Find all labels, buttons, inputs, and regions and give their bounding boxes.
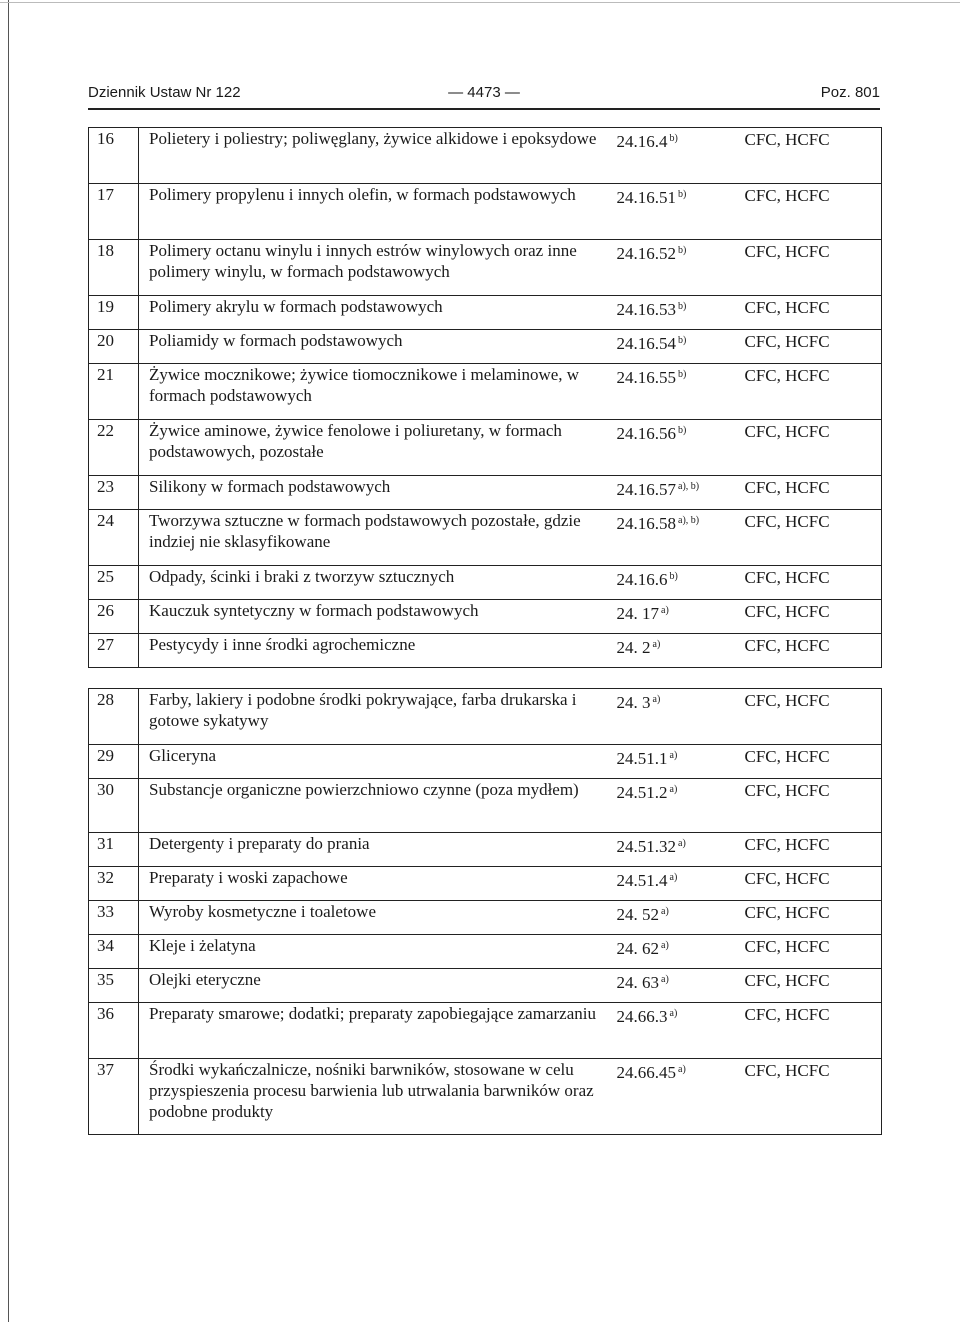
row-number: 16: [89, 128, 139, 184]
row-number: 18: [89, 240, 139, 296]
substances-table: [88, 127, 882, 1135]
row-number: 17: [89, 184, 139, 240]
product-description: Polimery octanu winylu i innych estrów winylowych oraz inne polimery winylu, w formach podstawowych: [139, 240, 617, 296]
code-value: 24. 52: [616, 905, 659, 924]
row-number: 33: [89, 901, 139, 935]
table-row: [89, 184, 882, 240]
row-number: 22: [89, 420, 139, 476]
product-description: Gliceryna: [139, 745, 617, 779]
table-row: [89, 420, 882, 476]
footnote-marker: a): [669, 750, 678, 761]
code-value: 24.16.56: [616, 424, 676, 443]
footnote-marker: a): [652, 694, 661, 705]
controlled-substances: CFC, HCFC: [745, 240, 882, 296]
controlled-substances: CFC, HCFC: [745, 1003, 882, 1059]
page-number: — 4473 —: [448, 84, 520, 101]
code-value: 24.16.58: [616, 514, 676, 533]
footnote-marker: a), b): [678, 515, 700, 526]
table-row: [89, 296, 882, 330]
code-value: 24.16.51: [616, 188, 676, 207]
code-value: 24.16.54: [616, 334, 676, 353]
product-description: Wyroby kosmetyczne i toaletowe: [139, 901, 617, 935]
footnote-marker: b): [669, 571, 678, 582]
footnote-marker: b): [678, 369, 687, 380]
controlled-substances: CFC, HCFC: [745, 745, 882, 779]
row-number: 34: [89, 935, 139, 969]
product-description: Preparaty i woski zapachowe: [139, 867, 617, 901]
classification-code: [617, 689, 745, 745]
product-description: Poliamidy w formach podstawowych: [139, 330, 617, 364]
product-description: Kleje i żelatyna: [139, 935, 617, 969]
classification-code: [617, 600, 745, 634]
code-value: 24.66.45: [616, 1063, 676, 1082]
classification-code: [617, 935, 745, 969]
controlled-substances: CFC, HCFC: [745, 128, 882, 184]
controlled-substances: CFC, HCFC: [745, 935, 882, 969]
controlled-substances: CFC, HCFC: [745, 833, 882, 867]
table-gap: [89, 668, 882, 689]
journal-title: Dziennik Ustaw Nr 122: [88, 84, 241, 101]
code-value: 24. 3: [616, 693, 651, 712]
product-description: Żywice mocznikowe; żywice tiomocznikowe i melaminowe, w formach podstawowych: [139, 364, 617, 420]
table-row: [89, 510, 882, 566]
row-number: 29: [89, 745, 139, 779]
classification-code: [617, 240, 745, 296]
table-row: [89, 634, 882, 668]
product-description: Odpady, ścinki i braki z tworzyw sztucznych: [139, 566, 617, 600]
code-value: 24. 17: [616, 604, 659, 623]
controlled-substances: CFC, HCFC: [745, 901, 882, 935]
footnote-marker: a): [669, 872, 678, 883]
table-row: [89, 1003, 882, 1059]
product-description: Pestycydy i inne środki agrochemiczne: [139, 634, 617, 668]
code-value: 24.16.55: [616, 368, 676, 387]
row-number: 25: [89, 566, 139, 600]
classification-code: [617, 779, 745, 833]
gap-cell: [89, 668, 882, 689]
row-number: 19: [89, 296, 139, 330]
footnote-marker: a): [678, 838, 686, 849]
controlled-substances: CFC, HCFC: [745, 364, 882, 420]
classification-code: [617, 128, 745, 184]
table-row: [89, 745, 882, 779]
controlled-substances: CFC, HCFC: [745, 476, 882, 510]
product-description: Silikony w formach podstawowych: [139, 476, 617, 510]
row-number: 28: [89, 689, 139, 745]
row-number: 27: [89, 634, 139, 668]
product-description: Olejki eteryczne: [139, 969, 617, 1003]
classification-code: [617, 510, 745, 566]
product-description: Żywice aminowe, żywice fenolowe i poliuretany, w formach podstawowych, pozostałe: [139, 420, 617, 476]
table-row: [89, 935, 882, 969]
classification-code: [617, 833, 745, 867]
table-row: [89, 600, 882, 634]
classification-code: [617, 969, 745, 1003]
code-value: 24.51.4: [616, 871, 668, 890]
table-row: [89, 1059, 882, 1135]
code-value: 24.16.6: [616, 570, 668, 589]
classification-code: [617, 634, 745, 668]
classification-code: [617, 566, 745, 600]
table-row: [89, 901, 882, 935]
row-number: 30: [89, 779, 139, 833]
row-number: 21: [89, 364, 139, 420]
code-value: 24. 2: [616, 638, 651, 657]
code-value: 24.16.52: [616, 244, 676, 263]
classification-code: [617, 364, 745, 420]
controlled-substances: CFC, HCFC: [745, 689, 882, 745]
table-body: [89, 128, 882, 1135]
footnote-marker: a): [669, 1008, 678, 1019]
product-description: Polimery akrylu w formach podstawowych: [139, 296, 617, 330]
table-row: [89, 330, 882, 364]
row-number: 26: [89, 600, 139, 634]
footnote-marker: b): [678, 335, 687, 346]
controlled-substances: CFC, HCFC: [745, 1059, 882, 1135]
classification-code: [617, 745, 745, 779]
controlled-substances: CFC, HCFC: [745, 566, 882, 600]
footnote-marker: a): [661, 605, 669, 616]
table-row: [89, 689, 882, 745]
classification-code: [617, 1003, 745, 1059]
product-description: Środki wykańczalnicze, nośniki barwników, stosowane w celu przyspieszenia procesu barwienia lub utrwalania barwników oraz podobne produkty: [139, 1059, 617, 1135]
row-number: 35: [89, 969, 139, 1003]
controlled-substances: CFC, HCFC: [745, 420, 882, 476]
table-row: [89, 867, 882, 901]
code-value: 24.51.2: [616, 783, 668, 802]
classification-code: [617, 330, 745, 364]
footnote-marker: a): [669, 784, 678, 795]
controlled-substances: CFC, HCFC: [745, 184, 882, 240]
footnote-marker: a): [678, 1064, 686, 1075]
code-value: 24.66.3: [616, 1007, 668, 1026]
code-value: 24. 62: [616, 939, 659, 958]
product-description: Tworzywa sztuczne w formach podstawowych pozostałe, gdzie indziej nie sklasyfikowane: [139, 510, 617, 566]
controlled-substances: CFC, HCFC: [745, 330, 882, 364]
footnote-marker: a): [661, 974, 669, 985]
table-row: [89, 476, 882, 510]
code-value: 24. 63: [616, 973, 659, 992]
controlled-substances: CFC, HCFC: [745, 510, 882, 566]
footnote-marker: a): [661, 940, 669, 951]
code-value: 24.16.4: [616, 132, 668, 151]
product-description: Polietery i poliestry; poliwęglany, żywice alkidowe i epoksydowe: [139, 128, 617, 184]
product-description: Kauczuk syntetyczny w formach podstawowych: [139, 600, 617, 634]
scan-edge: [8, 0, 9, 1322]
table-row: [89, 969, 882, 1003]
classification-code: [617, 476, 745, 510]
classification-code: [617, 296, 745, 330]
classification-code: [617, 1059, 745, 1135]
header-rule: [88, 108, 880, 110]
row-number: 23: [89, 476, 139, 510]
scan-edge-top: [0, 2, 960, 3]
product-description: Preparaty smarowe; dodatki; preparaty zapobiegające zamarzaniu: [139, 1003, 617, 1059]
classification-code: [617, 420, 745, 476]
controlled-substances: CFC, HCFC: [745, 600, 882, 634]
controlled-substances: CFC, HCFC: [745, 867, 882, 901]
product-description: Substancje organiczne powierzchniowo czynne (poza mydłem): [139, 779, 617, 833]
table-row: [89, 128, 882, 184]
footnote-marker: a), b): [678, 481, 700, 492]
controlled-substances: CFC, HCFC: [745, 634, 882, 668]
row-number: 32: [89, 867, 139, 901]
product-description: Farby, lakiery i podobne środki pokrywające, farba drukarska i gotowe sykatywy: [139, 689, 617, 745]
row-number: 31: [89, 833, 139, 867]
classification-code: [617, 901, 745, 935]
row-number: 24: [89, 510, 139, 566]
row-number: 36: [89, 1003, 139, 1059]
page-header: [88, 84, 880, 106]
row-number: 20: [89, 330, 139, 364]
table-row: [89, 833, 882, 867]
controlled-substances: CFC, HCFC: [745, 779, 882, 833]
footnote-marker: b): [669, 133, 678, 144]
controlled-substances: CFC, HCFC: [745, 296, 882, 330]
table-row: [89, 364, 882, 420]
product-description: Detergenty i preparaty do prania: [139, 833, 617, 867]
table-row: [89, 779, 882, 833]
code-value: 24.51.32: [616, 837, 676, 856]
classification-code: [617, 184, 745, 240]
controlled-substances: CFC, HCFC: [745, 969, 882, 1003]
footnote-marker: a): [652, 639, 661, 650]
classification-code: [617, 867, 745, 901]
table-row: [89, 240, 882, 296]
code-value: 24.16.57: [616, 480, 676, 499]
table-row: [89, 566, 882, 600]
footnote-marker: b): [678, 425, 687, 436]
footnote-marker: a): [661, 906, 669, 917]
code-value: 24.51.1: [616, 749, 668, 768]
row-number: 37: [89, 1059, 139, 1135]
product-description: Polimery propylenu i innych olefin, w formach podstawowych: [139, 184, 617, 240]
code-value: 24.16.53: [616, 300, 676, 319]
footnote-marker: b): [678, 245, 687, 256]
position-number: Poz. 801: [820, 84, 880, 101]
footnote-marker: b): [678, 189, 687, 200]
footnote-marker: b): [678, 301, 687, 312]
